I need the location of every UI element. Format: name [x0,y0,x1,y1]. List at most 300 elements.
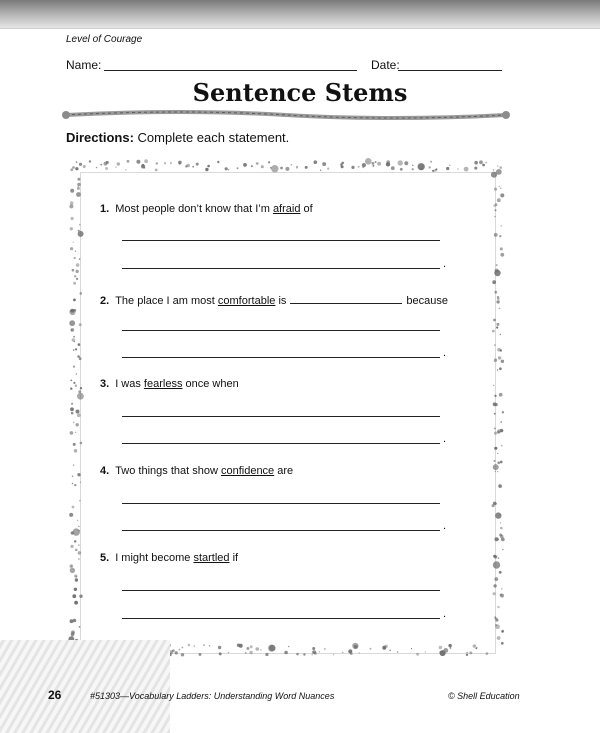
splatter-dot [341,162,344,165]
splatter-dot [501,588,502,589]
splatter-dot [239,644,243,648]
splatter-dot [494,233,498,237]
name-date-row [66,58,506,74]
splatter-dot [482,164,485,167]
splatter-dot [496,323,499,326]
splatter-dot [76,373,77,374]
splatter-dot [502,411,504,413]
splatter-dot [370,648,372,650]
splatter-dot [78,558,80,560]
splatter-dot [397,651,399,653]
splatter-dot [501,360,504,363]
splatter-dot [312,647,315,650]
answer-period: . [443,520,447,532]
splatter-dot [77,520,78,521]
splatter-dot [495,471,496,472]
splatter-dot [493,584,496,587]
splatter-dot [474,161,478,165]
answer-line[interactable] [122,330,440,331]
splatter-dot [78,551,82,555]
inline-blank[interactable] [290,294,402,304]
top-band [0,0,600,29]
splatter-dot [493,464,499,470]
splatter-dot [69,320,75,326]
splatter-dot [496,264,498,266]
splatter-dot [77,355,80,358]
splatter-dot [333,654,334,655]
splatter-dot [469,651,472,654]
splatter-dot [70,619,74,623]
splatter-dot [250,645,253,648]
splatter-dot [443,648,448,653]
splatter-dot [196,163,199,166]
splatter-dot [446,167,449,170]
splatter-dot [500,522,501,523]
splatter-dot [494,188,497,191]
splatter-dot [209,645,211,647]
splatter-dot [144,167,146,169]
splatter-dot [228,652,229,653]
date-label: Date: [371,58,400,72]
splatter-dot [73,382,75,384]
section-label: Level of Courage [66,34,143,45]
splatter-dot [175,651,178,654]
splatter-dot [75,432,76,433]
splatter-dot [74,575,77,578]
page-title: Sentence Stems [192,78,408,107]
splatter-dot [466,652,468,654]
splatter-dot [127,160,130,163]
splatter-dot [265,653,268,656]
splatter-dot [194,645,195,646]
splatter-dot [497,453,498,454]
splatter-dot [71,412,73,414]
splatter-dot [217,161,219,163]
splatter-dot [499,166,502,169]
splatter-dot [499,308,501,310]
splatter-dot [172,649,175,652]
question-4 [100,465,293,477]
splatter-dot [450,647,452,649]
answer-line[interactable] [122,590,440,591]
question-text: is [275,295,287,307]
book-title: #51303—Vocabulary Ladders: Understanding Word Nuances [90,691,335,701]
splatter-dot [327,168,329,170]
splatter-dot [77,187,80,190]
name-label: Name: [66,58,102,72]
splatter-dot [497,198,501,202]
splatter-dot [496,326,498,328]
splatter-dot [493,385,494,386]
splatter-dot [76,192,81,197]
splatter-dot [494,428,496,430]
splatter-dot [499,534,502,537]
splatter-dot [439,646,442,649]
splatter-dot [73,443,76,446]
splatter-dot [498,484,502,488]
splatter-dot [497,471,498,472]
splatter-dot [449,165,450,166]
splatter-dot [341,165,344,168]
splatter-dot [457,168,458,169]
name-line[interactable] [104,70,357,71]
splatter-dot [182,647,184,649]
splatter-dot [78,230,80,232]
directions-label: Directions: [66,130,134,145]
splatter-dot [203,644,205,646]
splatter-dot [74,484,76,486]
splatter-dot [430,161,432,163]
directions [66,130,289,145]
splatter-dot [412,165,413,166]
splatter-dot [314,160,318,164]
splatter-dot [432,170,434,172]
splatter-dot [100,164,102,166]
splatter-dot [350,652,353,655]
splatter-dot [389,650,391,652]
splatter-dot [256,647,260,651]
splatter-dot [78,231,84,237]
splatter-dot [495,269,499,273]
splatter-dot [425,651,426,652]
splatter-dot [72,483,74,485]
splatter-dot [75,167,78,170]
splatter-dot [429,166,431,168]
splatter-dot [391,166,395,170]
splatter-dot [261,165,264,168]
splatter-dot [464,167,469,172]
splatter-dot [75,348,77,350]
splatter-dot [495,618,498,621]
splatter-dot [89,160,91,162]
splatter-dot [475,648,477,650]
page-footer [0,688,600,708]
splatter-dot [497,606,499,608]
vocab-word: comfortable [217,295,276,307]
answer-line[interactable] [122,240,440,241]
splatter-dot [69,204,73,208]
splatter-dot [74,275,76,277]
splatter-dot [69,564,73,568]
splatter-dot [186,164,190,168]
question-text: if [229,552,239,564]
splatter-dot [71,328,75,332]
splatter-dot [498,557,500,559]
splatter-dot [75,578,78,581]
splatter-dot [256,162,259,165]
splatter-dot [365,158,372,165]
splatter-dot [398,160,403,165]
splatter-dot [80,482,81,483]
splatter-dot [500,572,501,573]
splatter-dot [495,512,501,518]
splatter-dot [74,540,76,542]
splatter-dot [192,166,194,168]
splatter-dot [70,568,75,573]
splatter-dot [79,323,82,326]
splatter-dot [501,538,505,542]
splatter-dot [500,461,503,464]
splatter-dot [492,280,496,284]
splatter-dot [448,644,451,647]
splatter-dot [75,548,78,551]
question-number: 2. [100,295,110,307]
splatter-dot [358,166,360,168]
corner-shading [0,640,170,733]
splatter-dot [79,500,80,501]
splatter-dot [136,160,140,164]
splatter-dot [474,167,477,170]
answer-line[interactable] [122,530,440,531]
splatter-dot [501,445,503,447]
splatter-dot [75,384,78,387]
splatter-dot [156,162,158,164]
splatter-dot [372,162,375,165]
splatter-dot [496,300,499,303]
splatter-dot [494,432,497,435]
splatter-dot [501,642,504,645]
splatter-dot [352,643,358,649]
answer-line[interactable] [122,618,440,619]
splatter-dot [271,165,278,172]
splatter-dot [69,513,73,517]
splatter-dot [72,476,73,477]
splatter-dot [71,403,73,405]
splatter-dot [77,393,84,400]
splatter-dot [170,162,172,164]
splatter-dot [71,531,74,534]
splatter-dot [269,645,276,652]
splatter-dot [96,167,98,169]
splatter-dot [495,403,498,406]
splatter-dot [416,653,419,656]
answer-line[interactable] [122,268,440,269]
splatter-dot [486,652,489,655]
splatter-dot [342,652,343,653]
answer-line[interactable] [122,416,440,417]
splatter-dot [296,166,298,168]
splatter-dot [284,651,288,655]
splatter-dot [499,186,501,188]
splatter-dot [500,193,504,197]
splatter-dot [79,224,81,226]
splatter-dot [493,502,496,505]
publisher: © Shell Education [448,691,520,701]
splatter-dot [74,341,76,343]
splatter-dot [497,297,500,300]
splatter-dot [497,431,500,434]
splatter-dot [400,168,403,171]
splatter-border [62,152,512,664]
splatter-dot [500,253,504,257]
splatter-dot [493,205,495,207]
splatter-dot [106,161,109,164]
splatter-dot [280,167,283,170]
splatter-dot [73,299,76,302]
splatter-dot [375,161,377,163]
splatter-dot [79,474,80,475]
splatter-dot [386,162,390,166]
question-text: The place I am most [115,295,218,307]
splatter-dot [243,163,247,167]
splatter-dot [303,653,305,655]
splatter-dot [499,393,503,397]
splatter-dot [70,189,74,193]
vocab-word: afraid [272,203,301,215]
question-text: Two things that show [115,465,221,477]
splatter-dot [74,601,78,605]
splatter-dot [319,651,320,652]
splatter-dot [75,251,76,252]
question-text: I was [115,378,144,390]
splatter-dot [225,167,228,170]
splatter-dot [485,162,487,164]
splatter-dot [72,506,75,509]
splatter-dot [72,269,75,272]
splatter-dot [70,201,74,205]
splatter-dot [493,169,495,171]
splatter-dot [377,162,381,166]
splatter-dot [502,549,503,550]
splatter-dot [78,343,81,346]
splatter-dot [188,644,191,647]
splatter-dot [495,537,499,541]
splatter-dot [501,225,503,227]
splatter-dot [78,526,80,528]
splatter-dot [72,166,75,169]
splatter-dot [70,431,74,435]
splatter-dot [439,651,442,654]
splatter-dot [249,651,253,655]
splatter-dot [411,648,412,649]
splatter-dot [493,319,496,322]
splatter-dot [495,616,497,618]
question-number: 1. [100,203,110,215]
splatter-dot [499,367,502,370]
answer-line[interactable] [122,357,440,358]
splatter-dot [494,359,497,362]
splatter-dot [80,292,83,295]
splatter-dot [494,577,498,581]
splatter-dot [77,183,81,187]
splatter-dot [80,442,83,445]
splatter-dot [72,594,76,598]
date-line[interactable] [398,70,502,71]
question-text: because [406,295,448,307]
splatter-dot [501,630,504,633]
rope-divider [60,108,512,122]
splatter-dot [500,334,501,335]
splatter-dot [74,257,76,259]
splatter-dot [314,652,317,655]
splatter-dot [385,645,388,648]
splatter-dot [493,555,496,558]
answer-period: . [443,433,447,445]
splatter-dot [207,165,210,168]
splatter-dot [434,169,437,172]
splatter-dot [420,168,422,170]
splatter-dot [228,169,229,170]
splatter-dot [76,263,80,267]
splatter-dot [412,168,414,170]
splatter-dot [288,646,290,648]
splatter-dot [218,646,221,649]
page-number: 26 [48,688,62,702]
vocab-word: startled [193,552,230,564]
question-5 [100,552,238,564]
splatter-dot [495,624,497,626]
splatter-dot [500,527,503,530]
answer-period: . [443,608,447,620]
splatter-dot [493,561,500,568]
splatter-dot [73,349,75,351]
splatter-dot [70,247,73,250]
splatter-dot [500,514,502,516]
splatter-dot [285,167,289,171]
splatter-dot [71,632,75,636]
answer-line[interactable] [122,503,440,504]
splatter-dot [497,636,501,640]
question-text: once when [182,378,239,390]
answer-period: . [443,347,447,359]
splatter-dot [79,626,81,628]
splatter-dot [76,270,79,273]
splatter-dot [322,162,326,166]
splatter-dot [78,544,79,545]
splatter-dot [80,387,82,389]
splatter-dot [83,165,86,168]
splatter-dot [497,462,500,465]
question-text: I might become [115,552,194,564]
splatter-dot [320,170,321,171]
splatter-dot [324,648,326,650]
splatter-dot [466,654,468,656]
splatter-dot [73,464,74,465]
question-number: 4. [100,465,110,477]
splatter-dot [351,166,354,169]
splatter-dot [494,447,497,450]
vocab-word: confidence [220,465,275,477]
splatter-dot [291,164,293,166]
splatter-dot [79,258,80,259]
splatter-dot [70,388,72,390]
question-1 [100,203,313,215]
splatter-dot [312,654,313,655]
splatter-dot [205,168,208,171]
answer-line[interactable] [122,443,440,444]
splatter-dot [76,278,78,280]
splatter-dot [76,423,79,426]
splatter-dot [499,235,501,237]
splatter-dot [117,162,120,165]
splatter-dot [71,217,74,220]
splatter-dot [305,166,308,169]
splatter-dot [296,653,299,656]
splatter-dot [270,167,272,169]
splatter-dot [497,165,498,166]
splatter-dot [500,349,502,351]
answer-period: . [443,258,447,270]
question-3 [100,378,239,390]
splatter-dot [493,592,496,595]
splatter-dot [78,530,80,532]
question-text: of [300,203,313,215]
splatter-dot [73,366,75,368]
splatter-dot [77,178,80,181]
splatter-dot [500,421,502,423]
splatter-dot [76,161,78,163]
splatter-dot [164,162,166,164]
